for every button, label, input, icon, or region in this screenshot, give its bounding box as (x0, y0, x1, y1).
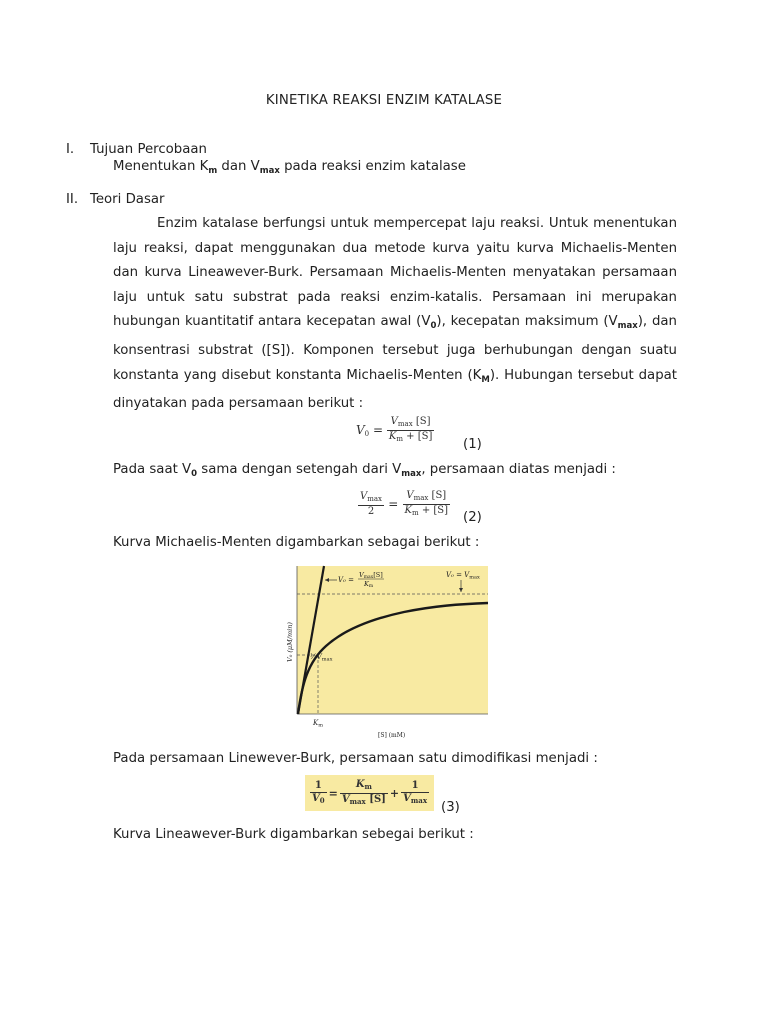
equation-2: $\frac{V_{max}}{2}$ = $\frac{V_{max} [S]}{K_m + [S]}$ (360, 490, 449, 517)
lb-intro-sentence: Pada persamaan Linewever-Burk, persamaan satu dimodifikasi menjadi : (113, 751, 598, 766)
x-axis-label: [S] (mM) (378, 732, 406, 739)
left-annotation-num: Vmax[S] (359, 571, 383, 580)
left-annotation-lhs: V₀ = (338, 576, 354, 584)
half-vmax-label: $\frac{1}{2}V_{max}$ (310, 653, 333, 663)
theory-paragraph: Enzim katalase berfungsi untuk mempercepat laju reaksi. Untuk menentukan laju reaksi, dapat menggunakan dua metode kurva yaitu kurva Michaelis-Menten dan kurva Lineawever-Burk. Persamaan Michaelis-Menten menyatakan persamaan laju untuk satu substrat pada reaksi enzim-katalis. Persamaan ini merupakan hubungan kuantitatif antara kecepatan awal $(V_0)$, kecepatan maksimum $(V_{max})$, dan konsentrasi substrat ([S]). Komponen tersebut juga berhubungan dengan suatu konstanta yang disebut konstanta Michaelis-Menten $(K_M)$. Hubungan tersebut dapat dinyatakan pada persamaan berikut : (113, 216, 677, 412)
section-1-text: Menentukan $K_m$ dan $V_{max}$ pada reaksi enzim katalase (113, 159, 466, 176)
section-2-heading (66, 192, 165, 207)
half-vmax-sentence: Pada saat $V_0$ sama dengan setengah dari $V_{max}$, persamaan diatas menjadi : (113, 462, 616, 479)
section-1-heading (66, 142, 207, 157)
mm-curve-intro: Kurva Michaelis-Menten digambarkan sebagai berikut : (113, 535, 480, 550)
section-1-title: Tujuan Percobaan (90, 142, 207, 157)
equation-2-label: (2) (463, 510, 482, 525)
right-annotation: $V_0 = V_{max}$ (446, 571, 480, 581)
y-axis-label: V₀ (μM/min) (286, 622, 294, 662)
km-label: $K_m$ (313, 719, 323, 729)
equation-1: V0 = $\frac{V_{max} [S]}{K_m + [S]}$ (356, 416, 433, 443)
lb-curve-intro: Kurva Lineawever-Burk digambarkan sebegai berikut : (113, 827, 474, 842)
michaelis-menten-figure (284, 562, 494, 742)
page-title: KINETIKA REAKSI ENZIM KATALASE (265, 93, 503, 108)
section-2-numeral: II. (66, 192, 79, 207)
left-annotation-den: Km (364, 580, 374, 589)
equation-3: $\frac{1}{V_0}$ = $\frac{K_m}{V_{max} [S]}$ + $\frac{1}{V_{max}}$ (305, 775, 434, 811)
equation-1-label: (1) (463, 437, 482, 452)
section-2-title: Teori Dasar (90, 192, 165, 207)
section-1-numeral: I. (66, 142, 75, 157)
equation-3-label: (3) (441, 800, 460, 815)
